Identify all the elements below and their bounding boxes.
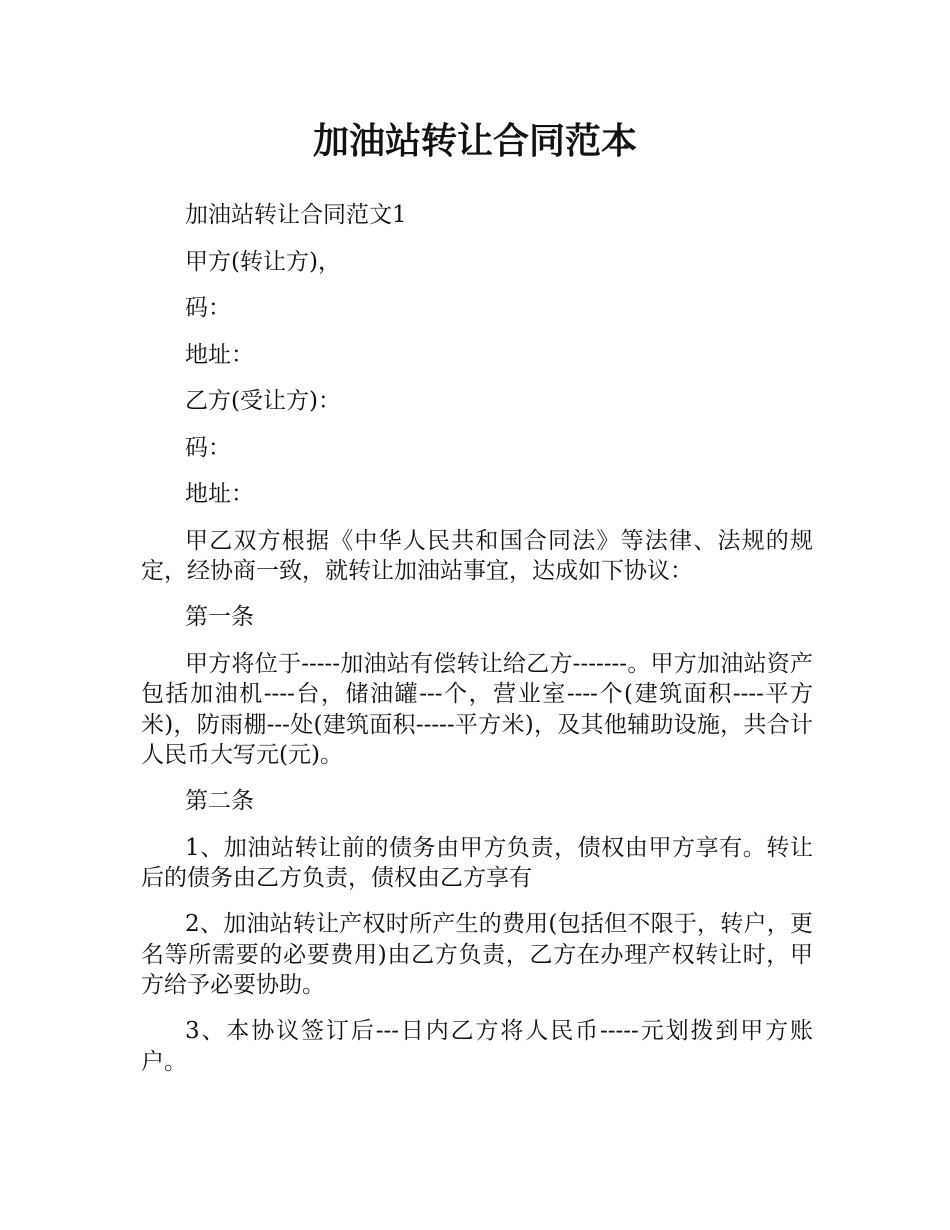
party-b-code: 码： xyxy=(185,434,231,461)
article-2-heading: 第二条 xyxy=(185,788,254,814)
article-1-heading: 第一条 xyxy=(185,604,254,630)
party-a-code: 码： xyxy=(185,295,231,321)
party-b-address: 地址： xyxy=(185,481,254,507)
preamble-paragraph: 甲乙双方根据《中华人民共和国合同法》等法律、法规的规定，经协商一致，就转让加油站事宜，达成如下协议： xyxy=(141,527,813,584)
party-b-label: 乙方(受让方)： xyxy=(185,388,341,414)
subtitle-paragraph: 加油站转让合同范文1 xyxy=(185,202,407,228)
document-title: 加油站转让合同范本 xyxy=(312,121,637,162)
party-a-address: 地址： xyxy=(185,341,254,368)
document-body xyxy=(141,200,813,1093)
article-2-clause-3: 3、本协议签订后---日内乙方将人民币-----元划拨到甲方账户。 xyxy=(141,1018,813,1075)
article-1-body: 甲方将位于-----加油站有偿转让给乙方-------。甲方加油站资产包括加油机----台，储油罐---个，营业室----个(建筑面积----平方米)，防雨棚---处(建筑面积-----平方米)，及其他辅助设施，共合计人民币大写元(元)。 xyxy=(141,650,813,768)
article-2-clause-1: 1、加油站转让前的债务由甲方负责，债权由甲方享有。转让后的债务由乙方负责，债权由乙方享有 xyxy=(141,834,813,891)
article-2-clause-2: 2、加油站转让产权时所产生的费用(包括但不限于，转户，更名等所需要的必要费用)由乙方负责，乙方在办理产权转让时，甲方给予必要协助。 xyxy=(141,911,813,998)
party-a-label: 甲方(转让方)， xyxy=(185,248,341,275)
